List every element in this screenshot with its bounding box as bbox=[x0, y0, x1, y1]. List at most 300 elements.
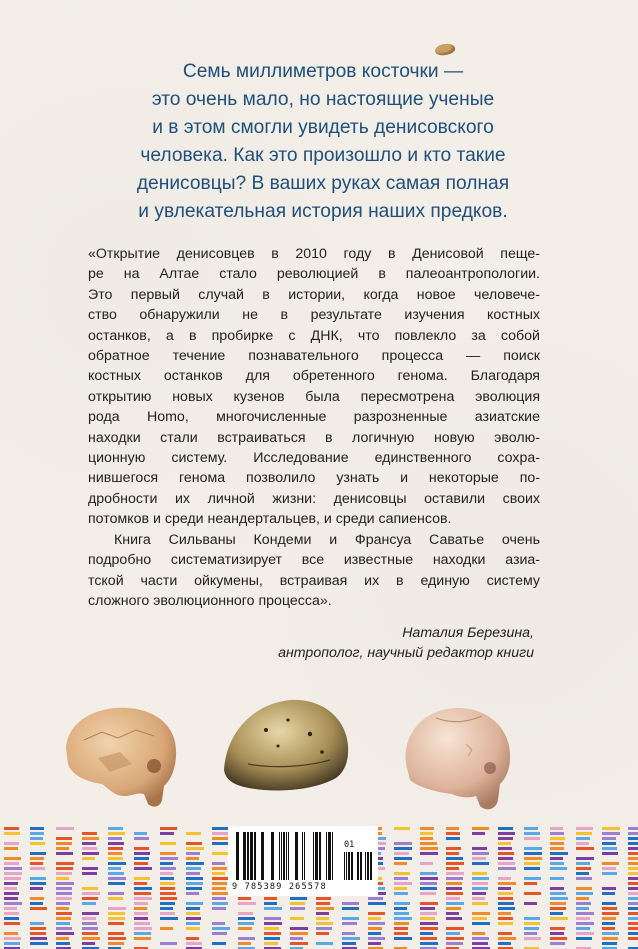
sequence-band bbox=[56, 882, 74, 885]
sequence-band bbox=[108, 892, 124, 895]
lead-line: Семь миллиметров косточки — bbox=[182, 61, 464, 82]
sequence-band bbox=[394, 887, 407, 890]
sequence-band bbox=[108, 842, 124, 845]
sequence-band bbox=[576, 887, 592, 890]
sequence-band bbox=[108, 917, 125, 920]
sequence-band bbox=[82, 937, 100, 940]
sequence-band bbox=[30, 922, 44, 925]
barcode-bar bbox=[261, 832, 264, 880]
sequence-band bbox=[498, 887, 511, 890]
sequence-band bbox=[420, 847, 438, 850]
sequence-band bbox=[446, 847, 461, 850]
sequence-band bbox=[550, 877, 564, 880]
sequence-band bbox=[186, 937, 199, 940]
sequence-band bbox=[108, 837, 122, 840]
sequence-band bbox=[524, 862, 540, 865]
sequence-band bbox=[498, 842, 511, 845]
quote-line: ство обнаружили не в результате изучения костных bbox=[88, 307, 540, 324]
quote-line: тской части ойкумены, встраивая их в единую систему bbox=[88, 572, 540, 589]
sequence-band bbox=[368, 897, 383, 900]
sequence-band bbox=[160, 877, 174, 880]
sequence-band bbox=[212, 867, 227, 870]
sequence-band bbox=[550, 887, 564, 890]
sequence-band bbox=[56, 877, 69, 880]
sequence-band bbox=[82, 852, 99, 855]
sequence-band bbox=[82, 897, 98, 900]
sequence-band bbox=[576, 927, 590, 930]
quote-line: потомков и среди неандертальцев, и среди сапиенсов. bbox=[88, 511, 452, 528]
sequence-band bbox=[290, 927, 308, 930]
sequence-band bbox=[628, 867, 638, 870]
barcode-bar bbox=[313, 832, 314, 880]
sequence-band bbox=[56, 917, 71, 920]
sequence-band bbox=[524, 927, 539, 930]
barcode-bar bbox=[243, 832, 246, 880]
sequence-band bbox=[498, 837, 513, 840]
sequence-band bbox=[316, 922, 333, 925]
sequence-band bbox=[498, 867, 516, 870]
sequence-band bbox=[264, 902, 277, 905]
sequence-band bbox=[394, 877, 408, 880]
sequence-band bbox=[446, 897, 460, 900]
sequence-band bbox=[472, 827, 489, 830]
sequence-band bbox=[30, 832, 44, 835]
sequence-band bbox=[498, 827, 513, 830]
sequence-band bbox=[212, 877, 228, 880]
sequence-band bbox=[160, 892, 176, 895]
sequence-band bbox=[30, 937, 47, 940]
sequence-band bbox=[186, 887, 202, 890]
sequence-band bbox=[628, 852, 638, 855]
barcode-bar bbox=[286, 832, 287, 880]
sequence-band bbox=[628, 862, 638, 865]
sequence-band bbox=[82, 942, 95, 945]
quote-line: «Открытие денисовцев в 2010 году в Денисовой пеще- bbox=[88, 246, 540, 262]
sequence-band bbox=[446, 907, 461, 910]
sequence-band bbox=[446, 937, 464, 940]
sequence-band bbox=[30, 887, 43, 890]
sequence-band bbox=[576, 862, 590, 865]
sequence-band bbox=[238, 942, 251, 945]
sequence-band bbox=[290, 902, 305, 905]
barcode-addon-bar bbox=[360, 852, 362, 880]
sequence-band bbox=[264, 917, 281, 920]
sequence-band bbox=[472, 887, 488, 890]
sequence-band bbox=[602, 842, 616, 845]
sequence-band bbox=[394, 907, 407, 910]
sequence-band bbox=[4, 902, 22, 905]
sequence-band bbox=[212, 852, 229, 855]
sequence-band bbox=[472, 862, 489, 865]
sequence-band bbox=[472, 872, 487, 875]
sequence-band bbox=[420, 842, 437, 845]
sequence-band bbox=[576, 917, 590, 920]
sequence-band bbox=[628, 882, 638, 885]
lead-line: человека. Как это произошло и кто такие bbox=[140, 145, 506, 166]
sequence-band bbox=[134, 887, 152, 890]
sequence-band bbox=[108, 872, 124, 875]
sequence-band bbox=[420, 837, 433, 840]
sequence-band bbox=[550, 902, 566, 905]
sequence-band bbox=[108, 877, 126, 880]
sequence-band bbox=[602, 912, 619, 915]
sequence-band bbox=[108, 912, 125, 915]
sequence-band bbox=[108, 857, 123, 860]
sequence-band bbox=[498, 942, 511, 945]
sequence-band bbox=[56, 842, 72, 845]
sequence-band bbox=[134, 832, 147, 835]
sequence-band bbox=[134, 932, 151, 935]
sequence-band bbox=[446, 837, 460, 840]
sequence-band bbox=[186, 917, 201, 920]
sequence-band bbox=[316, 897, 331, 900]
barcode-bar bbox=[326, 832, 327, 880]
barcode-addon-bar bbox=[365, 852, 366, 880]
sequence-band bbox=[576, 937, 592, 940]
sequence-band bbox=[576, 877, 592, 880]
sequence-band bbox=[30, 857, 44, 860]
sequence-band bbox=[602, 892, 615, 895]
sequence-band bbox=[160, 897, 177, 900]
barcode-bar bbox=[271, 832, 274, 880]
lead-line: денисовцы? В ваших руках самая полная bbox=[136, 173, 510, 194]
sequence-band bbox=[30, 852, 46, 855]
sequence-band bbox=[316, 902, 330, 905]
sequence-band bbox=[446, 912, 459, 915]
sequence-band bbox=[368, 927, 382, 930]
sequence-band bbox=[602, 932, 619, 935]
sequence-band bbox=[602, 922, 615, 925]
sequence-band bbox=[472, 942, 488, 945]
sequence-band bbox=[56, 927, 72, 930]
sequence-band bbox=[420, 917, 435, 920]
sequence-band bbox=[394, 927, 408, 930]
sequence-band bbox=[212, 872, 225, 875]
sequence-band bbox=[576, 902, 591, 905]
quote-line: ционную систему. Исследование единственного сохра- bbox=[88, 450, 540, 467]
sequence-band bbox=[602, 867, 616, 870]
sequence-band bbox=[420, 927, 438, 930]
sequence-band bbox=[446, 877, 463, 880]
sequence-band bbox=[82, 837, 99, 840]
sequence-band bbox=[628, 847, 638, 850]
sequence-band bbox=[316, 917, 329, 920]
sequence-band bbox=[420, 877, 438, 880]
sequence-band bbox=[30, 902, 43, 905]
sequence-band bbox=[108, 937, 126, 940]
sequence-band bbox=[212, 932, 227, 935]
sequence-band bbox=[56, 847, 69, 850]
sequence-band bbox=[212, 942, 226, 945]
sequence-band bbox=[82, 912, 99, 915]
sequence-band bbox=[472, 932, 485, 935]
sequence-band bbox=[342, 902, 359, 905]
sequence-band bbox=[4, 942, 20, 945]
sequence-band bbox=[160, 912, 175, 915]
sequence-band bbox=[420, 907, 435, 910]
sequence-band bbox=[628, 932, 638, 935]
sequence-band bbox=[238, 897, 251, 900]
sequence-band bbox=[30, 927, 46, 930]
sequence-band bbox=[602, 937, 618, 940]
sequence-band bbox=[628, 907, 638, 910]
sequence-band bbox=[56, 852, 73, 855]
sequence-band bbox=[342, 922, 357, 925]
sequence-band bbox=[420, 862, 433, 865]
sequence-band bbox=[4, 907, 17, 910]
sequence-band bbox=[134, 862, 148, 865]
sequence-band bbox=[82, 932, 98, 935]
sequence-band bbox=[290, 937, 303, 940]
sequence-band bbox=[30, 877, 46, 880]
sequence-band bbox=[602, 827, 620, 830]
sequence-band bbox=[212, 902, 228, 905]
sequence-band bbox=[368, 942, 381, 945]
sequence-band bbox=[56, 827, 74, 830]
sequence-band bbox=[550, 852, 568, 855]
sequence-band bbox=[82, 892, 100, 895]
sequence-band bbox=[4, 917, 19, 920]
sequence-band bbox=[264, 937, 280, 940]
skull-left-icon bbox=[58, 700, 186, 812]
sequence-band bbox=[550, 857, 563, 860]
sequence-band bbox=[342, 907, 359, 910]
sequence-band bbox=[4, 922, 20, 925]
sequence-band bbox=[524, 827, 538, 830]
sequence-band bbox=[186, 912, 200, 915]
sequence-band bbox=[446, 852, 459, 855]
sequence-band bbox=[186, 847, 204, 850]
sequence-band bbox=[30, 827, 44, 830]
sequence-band bbox=[602, 837, 616, 840]
sequence-band bbox=[394, 922, 409, 925]
sequence-band bbox=[4, 937, 21, 940]
sequence-band bbox=[134, 897, 152, 900]
sequence-band bbox=[498, 857, 513, 860]
sequence-band bbox=[394, 862, 407, 865]
sequence-band bbox=[446, 902, 464, 905]
quote-line: ре на Алтае стало революцией в палеоантропологии. bbox=[88, 266, 540, 283]
sequence-band bbox=[108, 867, 121, 870]
sequence-band bbox=[4, 862, 19, 865]
sequence-band bbox=[446, 887, 462, 890]
sequence-band bbox=[420, 932, 433, 935]
sequence-band bbox=[56, 887, 72, 890]
sequence-band bbox=[420, 852, 438, 855]
sequence-band bbox=[628, 832, 638, 835]
sequence-band bbox=[628, 917, 638, 920]
sequence-band bbox=[4, 847, 18, 850]
sequence-band bbox=[602, 847, 617, 850]
quote-line: открытию новых кузенов была пересмотрена эволюция bbox=[88, 388, 540, 405]
sequence-band bbox=[628, 902, 638, 905]
sequence-band bbox=[82, 867, 98, 870]
sequence-band bbox=[4, 857, 21, 860]
sequence-band bbox=[524, 922, 540, 925]
sequence-band bbox=[134, 852, 150, 855]
sequence-band bbox=[550, 837, 565, 840]
sequence-band bbox=[212, 922, 225, 925]
sequence-band bbox=[420, 937, 437, 940]
sequence-band bbox=[212, 882, 227, 885]
sequence-band bbox=[602, 907, 617, 910]
sequence-band bbox=[446, 917, 462, 920]
sequence-band bbox=[134, 847, 149, 850]
sequence-band bbox=[186, 882, 203, 885]
sequence-band bbox=[316, 927, 332, 930]
quote-line: подробно систематизирует все известные находки азиа- bbox=[88, 552, 540, 569]
sequence-band bbox=[550, 917, 568, 920]
sequence-band bbox=[368, 912, 385, 915]
sequence-band bbox=[186, 867, 201, 870]
sequence-band bbox=[108, 832, 125, 835]
quote-line: Книга Сильваны Кондеми и Франсуа Саватье очень bbox=[114, 531, 540, 548]
sequence-band bbox=[498, 877, 511, 880]
sequence-band bbox=[316, 912, 329, 915]
sequence-band bbox=[550, 927, 565, 930]
sequence-band bbox=[394, 882, 412, 885]
sequence-band bbox=[4, 882, 18, 885]
sequence-band bbox=[82, 832, 97, 835]
sequence-band bbox=[212, 907, 226, 910]
sequence-band bbox=[420, 912, 437, 915]
sequence-band bbox=[524, 892, 541, 895]
sequence-band bbox=[4, 877, 21, 880]
sequence-band bbox=[56, 922, 70, 925]
barcode-bar bbox=[281, 832, 282, 880]
sequence-band bbox=[186, 852, 200, 855]
sequence-band bbox=[290, 917, 304, 920]
sequence-band bbox=[264, 932, 281, 935]
sequence-band bbox=[342, 942, 356, 945]
sequence-band bbox=[628, 877, 638, 880]
sequence-band bbox=[420, 892, 436, 895]
sequence-band bbox=[576, 847, 594, 850]
sequence-band bbox=[134, 837, 149, 840]
sequence-band bbox=[160, 927, 173, 930]
sequence-band bbox=[576, 897, 589, 900]
sequence-band bbox=[472, 902, 488, 905]
sequence-band bbox=[56, 932, 74, 935]
sequence-band bbox=[30, 932, 46, 935]
barcode-bar bbox=[283, 832, 285, 880]
sequence-band bbox=[472, 852, 489, 855]
sequence-band bbox=[160, 907, 173, 910]
sequence-band bbox=[56, 862, 74, 865]
sequence-band bbox=[264, 922, 282, 925]
sequence-band bbox=[550, 847, 564, 850]
sequence-band bbox=[56, 837, 72, 840]
quote-line: сложного эволюционного процесса». bbox=[88, 592, 332, 609]
sequence-band bbox=[160, 882, 175, 885]
sequence-band bbox=[108, 862, 126, 865]
sequence-band bbox=[602, 852, 618, 855]
quote-line: костных останков для обретенного генома. Благодаря bbox=[88, 368, 540, 385]
barcode-digits: 9 785389 265578 bbox=[232, 882, 327, 892]
sequence-band bbox=[472, 922, 490, 925]
quote-line: обратное течение познавательного процесса — поиск bbox=[88, 348, 540, 365]
sequence-band bbox=[394, 912, 409, 915]
sequence-band bbox=[134, 882, 147, 885]
sequence-band bbox=[186, 872, 200, 875]
quote-line: находки стали встраиваться в логичную новую эволю- bbox=[88, 429, 540, 446]
sequence-band bbox=[212, 892, 228, 895]
sequence-band bbox=[4, 842, 19, 845]
sequence-band bbox=[420, 942, 438, 945]
sequence-band bbox=[524, 857, 542, 860]
sequence-band bbox=[576, 912, 594, 915]
sequence-band bbox=[186, 942, 202, 945]
sequence-band bbox=[472, 912, 490, 915]
sequence-band bbox=[108, 897, 123, 900]
sequence-band bbox=[394, 902, 410, 905]
sequence-band bbox=[186, 877, 203, 880]
sequence-band bbox=[368, 917, 381, 920]
sequence-band bbox=[108, 882, 125, 885]
sequence-band bbox=[394, 937, 412, 940]
sequence-band bbox=[134, 922, 150, 925]
bone-fragment-icon bbox=[434, 42, 456, 57]
sequence-band bbox=[498, 847, 512, 850]
barcode-bar bbox=[302, 832, 303, 880]
sequence-band bbox=[420, 872, 437, 875]
barcode-addon: 01 bbox=[344, 840, 355, 850]
quote-block bbox=[88, 244, 540, 611]
sequence-band bbox=[160, 867, 176, 870]
sequence-band bbox=[56, 942, 70, 945]
lead-line: и в этом смогли увидеть денисовского bbox=[152, 117, 494, 138]
sequence-band bbox=[160, 942, 177, 945]
sequence-band bbox=[160, 842, 176, 845]
sequence-band bbox=[550, 842, 564, 845]
sequence-band bbox=[420, 902, 438, 905]
sequence-band bbox=[160, 852, 176, 855]
sequence-band bbox=[212, 887, 226, 890]
sequence-band bbox=[446, 892, 463, 895]
sequence-band bbox=[394, 932, 408, 935]
sequence-band bbox=[342, 937, 360, 940]
sequence-band bbox=[498, 902, 514, 905]
sequence-band bbox=[472, 937, 489, 940]
sequence-band bbox=[56, 867, 73, 870]
sequence-band bbox=[56, 912, 72, 915]
sequence-band bbox=[472, 892, 486, 895]
sequence-band bbox=[160, 857, 178, 860]
sequence-band bbox=[576, 932, 594, 935]
signature bbox=[278, 623, 534, 664]
sequence-band bbox=[446, 862, 464, 865]
sequence-band bbox=[524, 847, 542, 850]
sequence-band bbox=[186, 892, 199, 895]
sequence-band bbox=[82, 847, 97, 850]
sequence-band bbox=[628, 842, 638, 845]
sequence-band bbox=[524, 937, 541, 940]
sequence-band bbox=[56, 897, 72, 900]
sequence-band bbox=[550, 912, 563, 915]
sequence-band bbox=[446, 927, 464, 930]
sequence-band bbox=[498, 922, 513, 925]
sequence-band bbox=[212, 897, 226, 900]
sequence-band bbox=[602, 862, 619, 865]
sequence-band bbox=[472, 857, 486, 860]
sequence-band bbox=[628, 857, 638, 860]
sequence-band bbox=[524, 852, 542, 855]
sequence-band bbox=[524, 932, 537, 935]
sequence-band bbox=[628, 927, 638, 930]
sequence-band bbox=[82, 842, 96, 845]
sequence-band bbox=[212, 832, 229, 835]
sequence-band bbox=[628, 887, 638, 890]
